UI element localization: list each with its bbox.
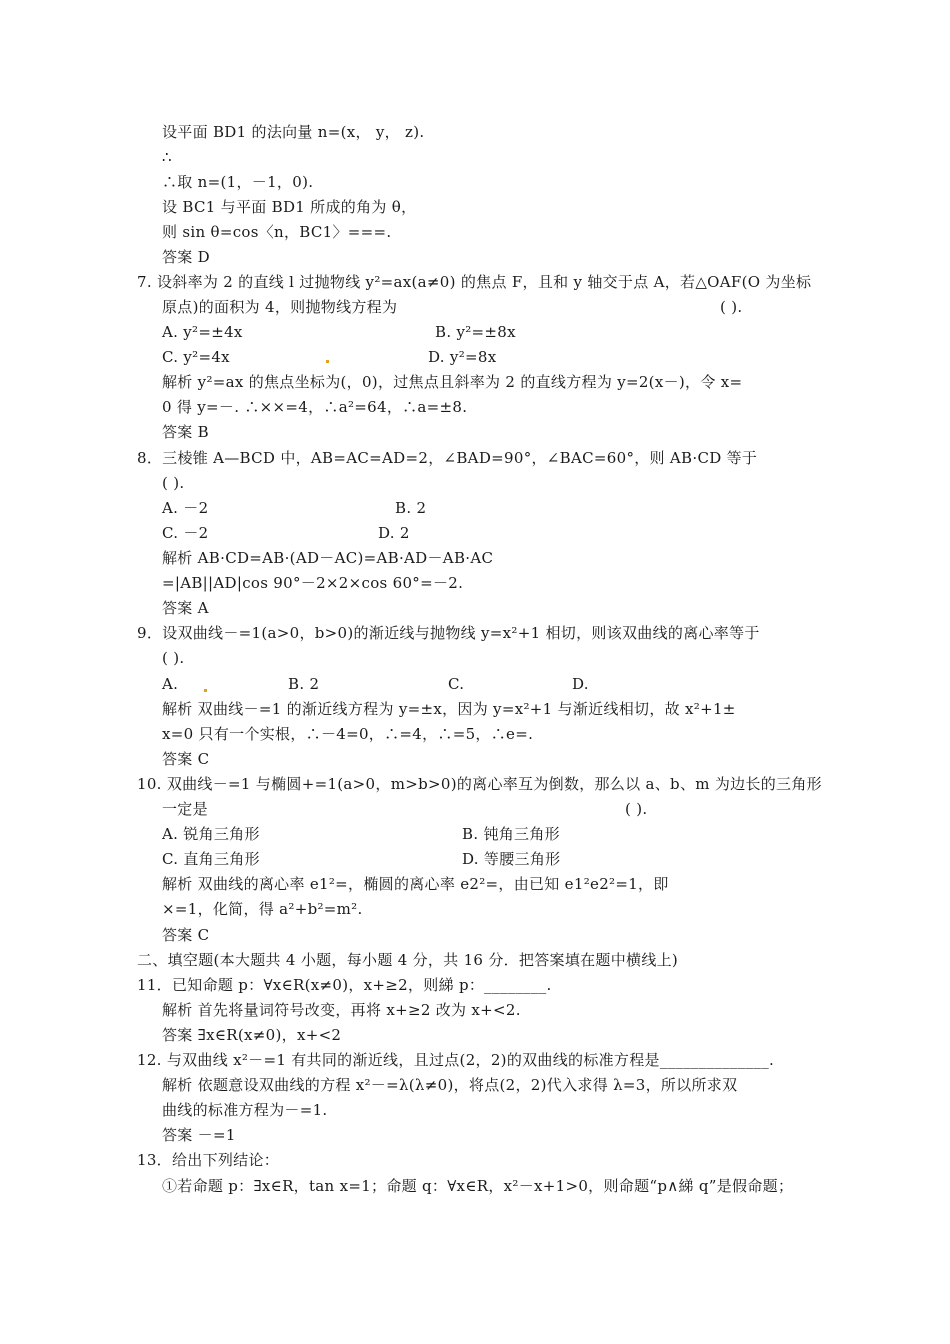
text-line: 12. 与双曲线 x²－=1 有共同的渐近线，且过点(2，2)的双曲线的标准方程是______________. bbox=[137, 1051, 775, 1069]
text-line: 答案 A bbox=[162, 599, 209, 617]
text-line: 11．已知命题 p：∀x∈R(x≠0)，x+≥2，则綈 p：________. bbox=[137, 976, 552, 994]
text-line: 答案 C bbox=[162, 750, 210, 768]
text-line: 二、填空题(本大题共 4 小题，每小题 4 分，共 16 分．把答案填在题中横线上) bbox=[137, 951, 679, 969]
text-line: 答案 ∃x∈R(x≠0)，x+<2 bbox=[162, 1026, 342, 1044]
text-line: D. y²=8x bbox=[428, 348, 497, 366]
text-line: 10. 双曲线－=1 与椭圆+=1(a>0，m>b>0)的离心率互为倒数，那么以 a、b、m 为边长的三角形 bbox=[137, 775, 822, 793]
text-line: 13．给出下列结论： bbox=[137, 1151, 280, 1169]
text-line: 则 sin θ=cos〈n，BC1〉===. bbox=[162, 223, 392, 241]
text-line: D. 等腰三角形 bbox=[462, 850, 561, 868]
text-line: D. 2 bbox=[378, 524, 410, 542]
text-line: 设平面 BD1 的法向量 n=(x， y， z). bbox=[162, 123, 425, 141]
text-line: 9．设双曲线－=1(a>0，b>0)的渐近线与抛物线 y=x²+1 相切，则该双曲线的离心率等于 bbox=[137, 624, 760, 642]
text-line: A. bbox=[162, 675, 179, 693]
scan-mark bbox=[326, 360, 329, 363]
text-line: C. bbox=[448, 675, 465, 693]
text-line: 一定是 bbox=[162, 800, 208, 818]
text-line: C. －2 bbox=[162, 524, 209, 542]
text-line: x=0 只有一个实根，∴－4=0，∴=4，∴=5，∴e=. bbox=[162, 725, 534, 743]
text-line: D. bbox=[572, 675, 589, 693]
text-line: 8．三棱锥 A—BCD 中，AB=AC=AD=2，∠BAD=90°，∠BAC=60°，则 AB·CD 等于 bbox=[137, 449, 758, 467]
text-line: B. y²=±8x bbox=[435, 323, 516, 341]
text-line: A. －2 bbox=[162, 499, 209, 517]
text-line: ∴ bbox=[162, 148, 172, 166]
text-line: 答案 B bbox=[162, 423, 209, 441]
text-line: ( ). bbox=[720, 298, 743, 316]
text-line: B. 2 bbox=[288, 675, 320, 693]
text-line: 曲线的标准方程为－=1. bbox=[162, 1101, 328, 1119]
text-line: B. 2 bbox=[395, 499, 427, 517]
text-line: ①若命题 p：∃x∈R，tan x=1；命题 q：∀x∈R，x²－x+1>0，则命题“p∧綈 q”是假命题； bbox=[162, 1177, 794, 1195]
text-line: 解析 首先将量词符号改变，再将 x+≥2 改为 x+<2. bbox=[162, 1001, 521, 1019]
text-line: 原点)的面积为 4，则抛物线方程为 bbox=[162, 298, 398, 316]
text-line: A. y²=±4x bbox=[162, 323, 243, 341]
text-line: =|AB||AD|cos 90°－2×2×cos 60°=－2. bbox=[162, 574, 464, 592]
text-line: 答案 －=1 bbox=[162, 1126, 236, 1144]
text-line: 解析 AB·CD=AB·(AD－AC)=AB·AD－AB·AC bbox=[162, 549, 494, 567]
text-line: 答案 C bbox=[162, 926, 210, 944]
text-line: B. 钝角三角形 bbox=[462, 825, 560, 843]
text-line: ( ). bbox=[625, 800, 648, 818]
text-line: 解析 依题意设双曲线的方程 x²－=λ(λ≠0)，将点(2，2)代入求得 λ=3，所以所求双 bbox=[162, 1076, 738, 1094]
text-line: ∴取 n=(1，－1，0). bbox=[162, 173, 314, 191]
text-line: ( ). bbox=[162, 474, 185, 492]
text-line: 7. 设斜率为 2 的直线 l 过抛物线 y²=ax(a≠0) 的焦点 F，且和 y 轴交于点 A，若△OAF(O 为坐标 bbox=[137, 273, 812, 291]
text-line: 解析 y²=ax 的焦点坐标为(，0)，过焦点且斜率为 2 的直线方程为 y=2(x－)，令 x= bbox=[162, 373, 743, 391]
text-line: C. y²=4x bbox=[162, 348, 230, 366]
text-line: 0 得 y=－. ∴××=4，∴a²=64，∴a=±8. bbox=[162, 398, 468, 416]
text-line: C. 直角三角形 bbox=[162, 850, 260, 868]
text-line: 解析 双曲线－=1 的渐近线方程为 y=±x，因为 y=x²+1 与渐近线相切，故 x²+1± bbox=[162, 700, 736, 718]
text-line: ( ). bbox=[162, 649, 185, 667]
text-line: ×=1，化简，得 a²+b²=m². bbox=[162, 900, 363, 918]
text-line: A. 锐角三角形 bbox=[162, 825, 260, 843]
text-line: 解析 双曲线的离心率 e1²=，椭圆的离心率 e2²=，由已知 e1²e2²=1，即 bbox=[162, 875, 669, 893]
text-line: 答案 D bbox=[162, 248, 210, 266]
text-line: 设 BC1 与平面 BD1 所成的角为 θ， bbox=[162, 198, 417, 216]
scan-mark bbox=[204, 689, 207, 692]
